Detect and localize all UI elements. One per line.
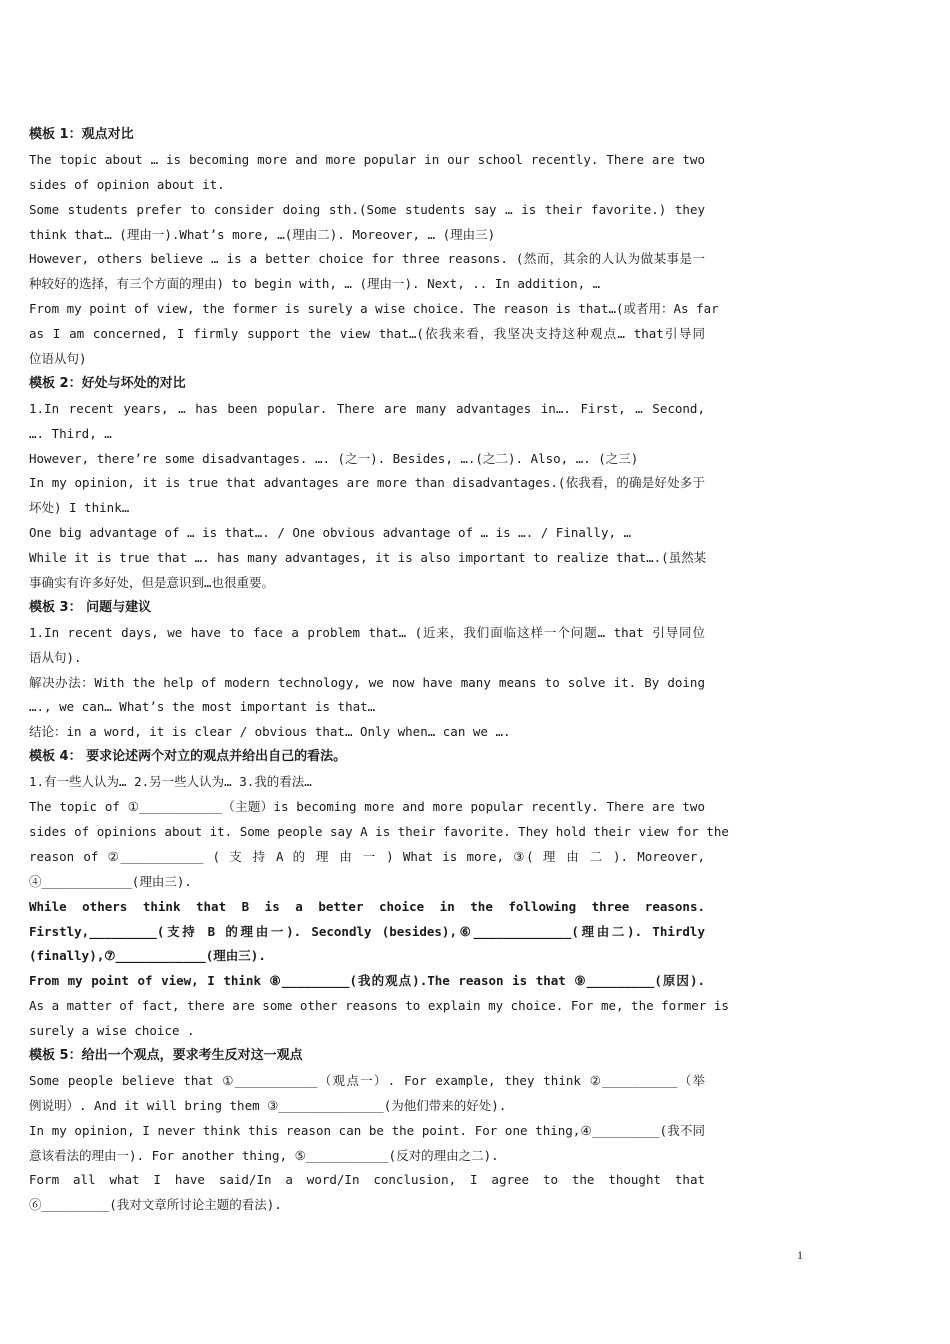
text-line: 1.In recent days, we have to face a problem that… (近来，我们面临这样一个问题… that 引导同位 (29, 624, 705, 640)
text-line: sides of opinion about it. (29, 176, 225, 192)
text-line: From my point of view, the former is surely a wise choice. The reason is that…(或者用：As far (29, 301, 719, 317)
text-line: 坏处) I think… (29, 500, 130, 516)
section-heading: 模板 1：观点对比 (29, 127, 134, 142)
text-line: 结论：in a word, it is clear / obvious that… Only when… can we …. (29, 724, 511, 740)
text-line: think that… (理由一).What’s more, …(理由二). Moreover, … (理由三) (29, 226, 496, 242)
page-number: 1 (797, 1248, 803, 1262)
text-line: 事确实有许多好处，但是意识到…也很重要。 (29, 575, 275, 591)
text-line: However, there’re some disadvantages. …. (之一). Besides, ….(之二). Also, …. (之三) (29, 450, 639, 466)
text-line: 意该看法的理由一). For another thing, ⑤___________(反对的理由之二). (29, 1147, 499, 1163)
text-line: The topic of ①___________（主题）is becoming more and more popular recently. There are two (29, 799, 705, 815)
text-line: 1.有一些人认为… 2.另一些人认为… 3.我的看法… (29, 774, 312, 790)
text-line: In my opinion, it is true that advantages are more than disadvantages.(依我看，的确是好处多于 (29, 475, 705, 491)
section-heading: 模板 4： 要求论述两个对立的观点并给出自己的看法。 (29, 749, 347, 765)
text-line: ⑥_________(我对文章所讨论主题的看法). (29, 1197, 282, 1213)
text-line: (finally),⑦____________(理由三). (29, 948, 266, 964)
text-line: One big advantage of … is that…. / One obvious advantage of … is …. / Finally, … (29, 525, 632, 541)
text-line: surely a wise choice . (29, 1023, 195, 1039)
text-line: …., we can… What’s the most important is that… (29, 699, 376, 715)
text-line: Some people believe that ①___________（观点一）. For example, they think ②__________（举 (29, 1072, 705, 1088)
text-line: Form all what I have said/In a word/In conclusion, I agree to the thought that (29, 1172, 705, 1188)
text-line: 种较好的选择，有三个方面的理由) to begin with, … (理由一). Next, .. In addition, … (29, 276, 601, 292)
text-line: Some students prefer to consider doing sth.(Some students say … is their favorite.) they (29, 201, 705, 217)
text-line: Firstly,_________(支持 B 的理由一). Secondly (besides),⑥_____________(理由二). Thirdly (29, 923, 705, 939)
text-line: sides of opinions about it. Some people say A is their favorite. They hold their view for the (29, 823, 729, 839)
document-body (29, 123, 729, 1218)
section-heading: 模板 2：好处与坏处的对比 (29, 375, 186, 391)
text-line: reason of ②___________ ( 支 持 A 的 理 由 一 ) What is more, ③( 理 由 二 ). Moreover, (29, 848, 705, 864)
text-line: While it is true that …. has many advantages, it is also important to realize that….(虽然某 (29, 550, 707, 566)
text-line: as I am concerned, I firmly support the view that…(依我来看，我坚决支持这种观点… that引导同 (29, 326, 705, 342)
text-line: 解决办法：With the help of modern technology, we now have many means to solve it. By doing (29, 674, 705, 690)
text-line: 1.In recent years, … has been popular. There are many advantages in…. First, … Second, (29, 400, 705, 416)
text-line: 语从句). (29, 649, 82, 665)
text-line: The topic about … is becoming more and more popular in our school recently. There are two (29, 151, 705, 167)
text-line: While others think that B is a better choice in the following three reasons. (29, 898, 705, 914)
section-heading: 模板 5：给出一个观点，要求考生反对这一观点 (29, 1047, 303, 1063)
text-line: 位语从句) (29, 351, 87, 367)
section-heading: 模板 3： 问题与建议 (29, 599, 152, 615)
text-line: From my point of view, I think ⑧_________(我的观点).The reason is that ⑨_________(原因). (29, 973, 705, 989)
text-line: As a matter of fact, there are some other reasons to explain my choice. For me, the former is (29, 998, 729, 1014)
text-line: However, others believe … is a better choice for three reasons. (然而，其余的人认为做某事是一 (29, 251, 705, 267)
text-line: In my opinion, I never think this reason can be the point. For one thing,④_________(我不同 (29, 1122, 705, 1138)
text-line: ④____________(理由三). (29, 873, 192, 889)
text-line: …. Third, … (29, 425, 112, 441)
text-line: 例说明）. And it will bring them ③______________(为他们带来的好处). (29, 1097, 507, 1113)
